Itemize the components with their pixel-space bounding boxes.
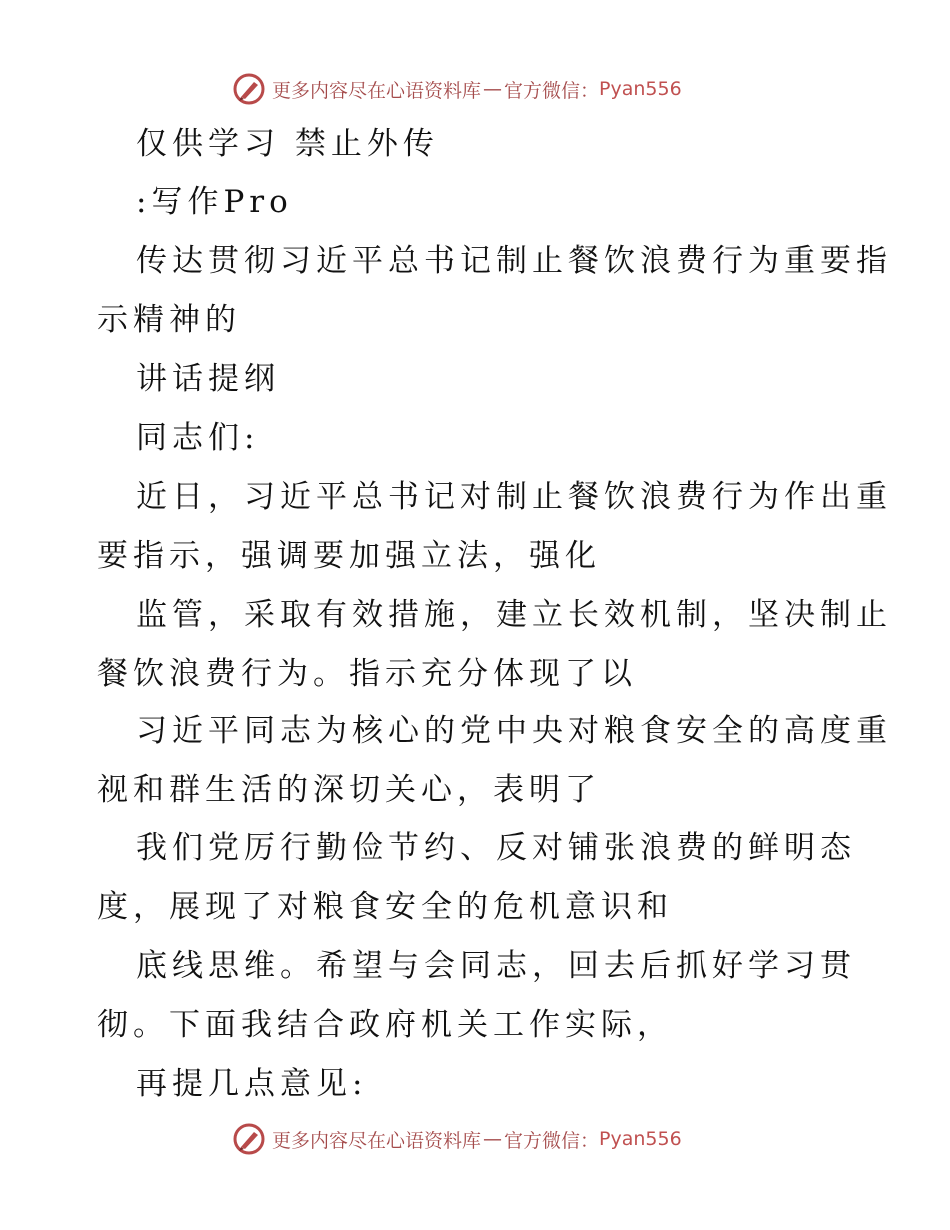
footer-banner xyxy=(232,1122,682,1156)
footer-wechat-id: Pyan556 xyxy=(599,1128,682,1150)
doc-line-14: 度，展现了对粮食安全的危机意识和 xyxy=(97,889,673,925)
pen-logo-icon xyxy=(232,1122,266,1156)
header-banner-text: 更多内容尽在心语资料库 xyxy=(272,79,482,102)
footer-wechat-label: 官方微信： xyxy=(504,1129,600,1152)
doc-line-8: 要指示，强调要加强立法，强化 xyxy=(97,538,601,574)
doc-line-17: 再提几点意见: xyxy=(136,1066,368,1102)
doc-line-6: 同志们: xyxy=(136,420,260,456)
doc-line-13: 我们党厉行勤俭节约、反对铺张浪费的鲜明态 xyxy=(136,830,856,866)
doc-line-15: 底线思维。希望与会同志，回去后抓好学习贯 xyxy=(136,948,856,984)
doc-line-16: 彻。下面我结合政府机关工作实际， xyxy=(97,1007,673,1043)
header-wechat-label: 官方微信： xyxy=(504,79,600,102)
doc-line-1: 仅供学习 禁止外传 xyxy=(136,126,439,162)
pen-logo-icon xyxy=(232,72,266,106)
doc-line-3: 传达贯彻习近平总书记制止餐饮浪费行为重要指 xyxy=(136,243,892,279)
doc-line-5: 讲话提纲 xyxy=(136,361,280,397)
doc-line-10: 餐饮浪费行为。指示充分体现了以 xyxy=(97,656,637,692)
doc-line-11: 习近平同志为核心的党中央对粮食安全的高度重 xyxy=(136,713,892,749)
doc-line-4: 示精神的 xyxy=(97,302,241,338)
header-banner xyxy=(232,72,682,106)
doc-line-9: 监管，采取有效措施，建立长效机制，坚决制止 xyxy=(136,597,892,633)
footer-banner-dash: — xyxy=(483,1128,503,1150)
footer-banner-text: 更多内容尽在心语资料库 xyxy=(272,1129,482,1152)
doc-line-7: 近日，习近平总书记对制止餐饮浪费行为作出重 xyxy=(136,479,892,515)
header-wechat-id: Pyan556 xyxy=(599,78,682,100)
doc-line-2: :写作Pro xyxy=(136,184,293,220)
header-banner-dash: — xyxy=(483,78,503,100)
doc-line-12: 视和群生活的深切关心，表明了 xyxy=(97,772,601,808)
